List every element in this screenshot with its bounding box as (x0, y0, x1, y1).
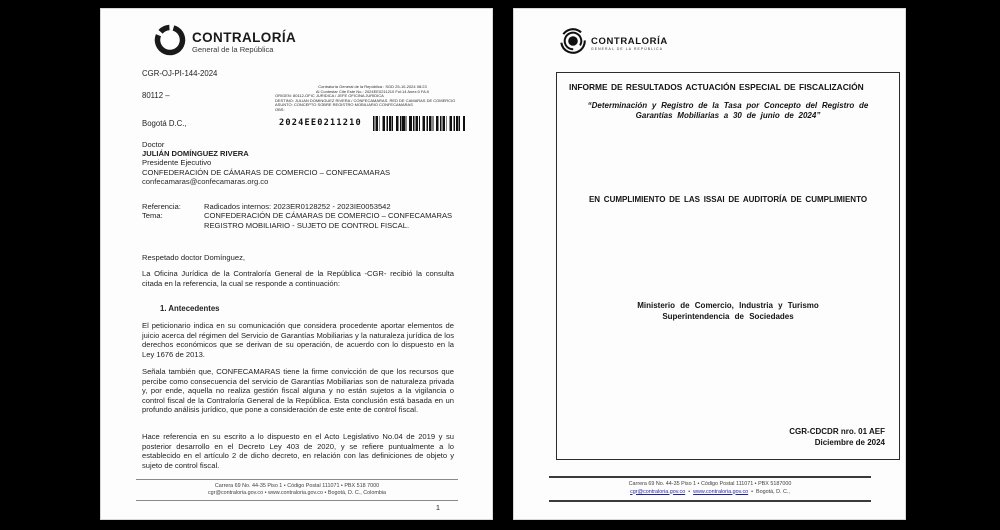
cover-footer (549, 476, 871, 502)
recipient-org: CONFEDERACIÓN DE CÁMARAS DE COMERCIO – CONFECAMARAS (142, 167, 391, 177)
stamp-line: DESTINO: JULIAN DOMINGUEZ RIVERA / CONFECAMARAS. RED DE CAMARAS DE COMERCIO (275, 97, 456, 103)
cover-frame (556, 72, 900, 460)
logo-title: CONTRALORÍA (591, 35, 668, 47)
tema-label: Tema: (142, 211, 163, 221)
stamp-line: Contraloría General de la República : SGD 25-10-2024 08:23 (318, 84, 427, 89)
email-link[interactable]: cgr@contraloria.gov.co (630, 488, 686, 495)
cgr-logo-cover (558, 26, 668, 61)
logo-subtitle: GENERAL DE LA REPÚBLICA (591, 47, 664, 52)
salutation: Respetado doctor Domínguez, (142, 253, 245, 262)
referencia-label: Referencia: (142, 202, 181, 211)
website-link[interactable]: www.contraloria.gov.co (693, 488, 749, 495)
intro-paragraph: La Oficina Jurídica de la Contraloría General de la República -CGR- recibió la consulta citada en la referencia, la cual se responde a continuación: (142, 269, 454, 288)
stamp-line: ASUNTO: CONCEPTO SOBRE REGISTRO MOBILIARIO CONFECAMARAS (275, 102, 413, 108)
footer-contacts: cgr@contraloria.gov.co • www.contraloria.gov.co • Bogotá, D. C., Colombia (207, 489, 387, 496)
tema-value: CONFEDERACIÓN DE CÁMARAS DE COMERCIO – CONFECAMARAS REGISTRO MOBILIARIO - SUJETO DE CONTROL FISCAL. (204, 211, 453, 230)
footer-city: Bogotá, D. C., (756, 488, 790, 495)
reference-block (142, 202, 454, 230)
recipient-name: JULIÁN DOMÍNGUEZ RIVERA (142, 149, 249, 159)
letter-page (100, 8, 493, 520)
letter-reference-code: CGR-OJ-PI-144-2024 (142, 69, 218, 78)
cgr-ring-icon (152, 22, 188, 63)
stamp-line: OBS: (275, 106, 285, 112)
entity-line: Ministerio de Comercio, Industria y Turismo (637, 301, 819, 310)
radicado-number: 2024EE0211210 (279, 118, 362, 128)
letter-footer (136, 479, 458, 501)
entity-line: Superintendencia de Sociedades (662, 311, 794, 321)
stamp-line: Al Contestar Cite Este No.: 2024EE0211210 Fol:14 Anex:0 FA:0 (315, 88, 430, 94)
recipient-email: confecamaras@confecamaras.org.co (142, 176, 269, 186)
logo-title: CONTRALORÍA (192, 30, 297, 46)
letter-city: Bogotá D.C., (142, 119, 187, 128)
cgr-target-icon (558, 26, 588, 61)
barcode (373, 116, 465, 131)
report-code: CGR-CDCDR nro. 01 AEF (789, 427, 885, 436)
radicado-stamp (275, 85, 470, 113)
page-number: 1 (435, 503, 440, 512)
footer-separator: • (688, 488, 691, 495)
recipient-block (142, 140, 390, 186)
section-heading-antecedentes: 1. Antecedentes (160, 304, 220, 313)
report-cover-page (513, 8, 906, 520)
report-code-block (789, 427, 885, 448)
recipient-title: Doctor (142, 140, 165, 149)
referencia-value: Radicados internos: 2023ER0128252 - 2023IE0053542 (204, 202, 391, 211)
letter-dept-code: 80112 – (142, 91, 170, 100)
compliance-statement: EN CUMPLIMIENTO DE LAS ISSAI DE AUDITORÍA DE CUMPLIMIENTO (588, 195, 868, 204)
report-title: INFORME DE RESULTADOS ACTUACIÓN ESPECIAL DE FISCALIZACIÓN (569, 82, 864, 92)
body-paragraph-2: Señala también que, CONFECAMARAS tiene la firme convicción de que los recursos que percibe como consecuencia del servicio de Garantías Mobiliarias son de naturaleza privada y, por ende, aquella no realiza gestión fiscal alguna y no están sujetos a la vigilancia o control fiscal de la Contraloría General de la República. Esta conclusión está basada en un profundo análisis jurídico, que pone a consideración de este ente de control fiscal. (142, 367, 454, 415)
body-paragraph-1: El peticionario indica en su comunicación que considera procedente aportar elementos de juicio acerca del régimen del Servicio de Garantías Mobiliarias y la naturaleza jurídica de los derechos económicos que se derivan de su operación, de acuerdo con lo dispuesto en la Ley 1676 de 2013. (142, 321, 454, 359)
stamp-line: ORIGEN: 80112-OFIC JURIDICA / JEFE OFICINA JURIDICA (275, 93, 384, 99)
logo-subtitle: General de la República (192, 44, 274, 54)
footer-address: Carrera 69 No. 44-35 Piso 1 • Código Postal 111071 • PBX 518 7000 (214, 482, 380, 489)
audited-entities (567, 301, 889, 322)
body-paragraph-3: Hace referencia en su escrito a lo dispuesto en el Acto Legislativo No.04 de 2019 y su posterior desarrollo en el Decreto Ley 403 de 2020, y se refiere puntualmente a lo establecido en el artículo 2 de dicho decreto, en relación con las definiciones de objeto y sujeto de control fiscal. (142, 432, 454, 470)
report-date: Diciembre de 2024 (814, 437, 885, 447)
footer-address: Carrera 69 No. 44-35 Piso 1 • Código Postal 111071 • PBX 5187000 (628, 481, 792, 487)
recipient-role: Presidente Ejecutivo (142, 158, 212, 168)
cgr-logo (152, 22, 296, 63)
report-subtitle-quote: “Determinación y Registro de la Tasa por Concepto del Registro de Garantías Mobiliarias a 30 de junio de 2024” (587, 101, 869, 120)
footer-contacts (549, 489, 871, 497)
footer-separator: • (751, 488, 754, 495)
